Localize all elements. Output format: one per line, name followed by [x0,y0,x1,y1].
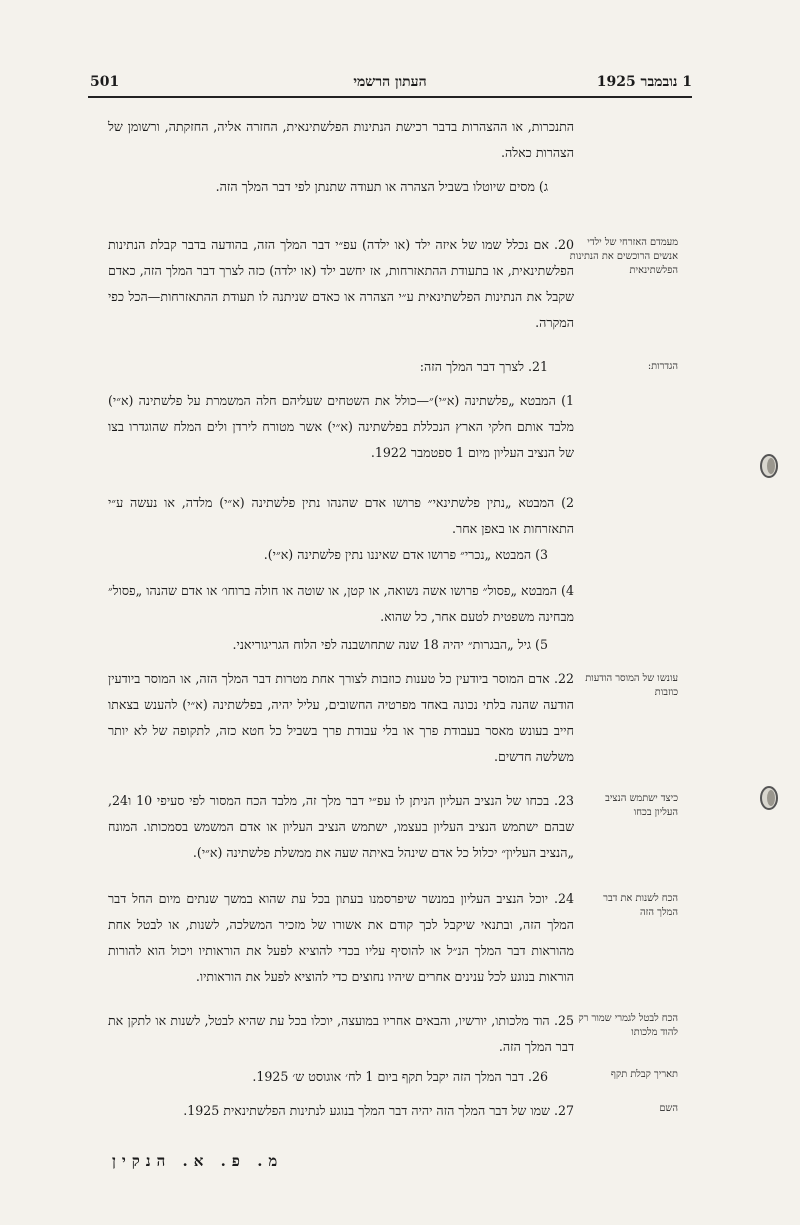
section-25: 25. הוד מלכותו, יורשיו, והבאים אחריו במועצה, יוכלו בכל עת שהיא לבטל, לשנות או לתקן את דבר המלך הזה. [108,1013,574,1054]
margin-note-power-to-amend: הכח לשנות את דבר המלך הזה [603,893,678,918]
section-27: 27. שמו של דבר המלך הזה יהיה דבר המלך בנוגע לנתינות הפלשתינאית 1925. [183,1103,574,1118]
page-header [88,70,692,98]
section-21: 21. לצרך דבר המלך הזה: [419,359,548,374]
margin-note-power-to-revoke: הכח לבטל לגמרי שמור רק להוד מלכותו [578,1013,678,1038]
definition-5: 5) גיל „הבגרות״ יהיה 18 שנה שתחושבנה לפי הלוח הגריגוריאני. [232,637,548,652]
issue-date: 1 נובמבר 1925 [596,74,692,90]
definition-2: 2) המבטא „נתין פלשתינאי״ פרושו אדם שהנהו נתין פלשתינה (א״י) מלדה, או נעשה ע״י התאזרחות או באפן אחר. [108,495,574,536]
margin-note-title: השם [659,1103,678,1114]
margin-note-commencement: תאריך קבלת תקף [610,1069,678,1080]
definition-4: 4) המבטא „פסול״ פרושו אשה נשואה, או קטן, או שוטה או חולה ברוחו׳ או אדם שהנהו „פסול״ מבחינה משפטית לטעם אחר, כל שהוא. [108,583,574,624]
section-26: 26. דבר המלך הזה יקבל תקף ביום 1 לח׳ אוגוסט ש׳ 1925. [252,1069,548,1084]
section-20: 20. אם נכלל שמו של איזה ילד (או ילדה) עפ״י דבר המלך הזה, בהודעה בדבר קבלת הנתינות הפלשתינאית, או בתעודת ההתאזרחות, אז יחשב ילד (או ילדה) כזה לצרך דבר המלך הזה, כאדם שקבל את הנתינות הפלשתינאית ע״י הצהרה או כאדם שניתנה לו תעודת ההתאזרחות—הכל כפי המקרה. [108,237,574,330]
signature: מ. פ. א. הנקין [112,1152,284,1170]
section-24: 24. יוכל הנציב העליון במנשר שיפרסמנו בעתון בכל עת שהוא במשך שנתים מיום החל דבר המלך הזה, ובתנאי שיקבל לכך קודם את אשורו של מזכיר המשלכה, לשנות, או לבטל אחת מהוראות דבר המלך הנ״ל או להוסיף עליו בכדי להוציא לפעל את הוראותיו ויכול הוא להורות הוראות בנוגע לכל ענינים אחרים שיהיו נחוצים כדי להוציא לפעל את הוראותיו. [108,891,574,984]
margin-note-false-statements: עונשו של המוסר הודעות כוזבות [585,673,678,698]
section-22: 22. אדם המוסר ביודעין כל טענות כוזבות לצורך אחת מטרות דבר המלך הזה, או המוסר ביודעין הודעה שהנה בלתי נכונה באחד מפרטיה החשובים, עליל יהיה, בפלשתינה (א״י) להענש בצאתו חייב בעונש מאסר בעבודת פרך או בלי עבודת פרך בשביל כל חטא כזה, לתקופה של לא יותר משלשה חדשים. [108,671,574,764]
definition-3: 3) המבטא „נכרי״ פרושו אדם שאיננו נתין פלשתינה (א״י). [263,547,548,562]
gazette-title: העתון הרשמי [353,74,427,90]
binding-hole-icon [759,452,779,480]
margin-note-children-status: מעמדם האזרחי של ילדי אנשים הרוכשים את הנתינות הפלשתינאית [569,237,678,276]
binding-hole-icon [759,784,779,812]
margin-note-definitions: הגדרות: [647,361,678,372]
section-23: 23. בכחו של הנציב העליון הניתן לו עפ״י דבר מלך זה, מלבד הכח המסור לפי סעיפי 10 ו24, שבהם ישתמש הנציב העליון בעצמו, ישתמש הנציב העליון או אדם המשמש בסמכותו. המונח „הנציב העליון״ יכלול כל אדם שינהל באיתה שעה את ממשלת פלשתינה (א״י). [108,793,574,860]
page-number: 501 [90,74,120,90]
margin-note-high-commissioner: כיצד ישתמש הנציב העליון בכחו [605,793,678,818]
clause-c: ג) מסים שיוטלו בשביל הצהרה או תעודה שתנתן לפי דבר המלך הזה. [215,179,548,194]
paragraph-continuation: התנכרות, או ההצהרות בדבר רכישת הנתינות הפלשתינאית, החזרה אליה, החזקתה, ורשומן של הצהרות כאלה. [108,119,574,160]
definition-1: 1) המבטא „פלשתינה (א״י)״—כולל את השטחים שעליהם חלה המשמרת על פלשתינה (א״י) מלבד אותם חלקי הארץ הנכללת בפלשתינה (א״י) אשר מטורח לירדן ולים המלח שהוגדרו בצו של הנציב העליון מיום 1 ספטמבר 1922. [108,393,574,460]
